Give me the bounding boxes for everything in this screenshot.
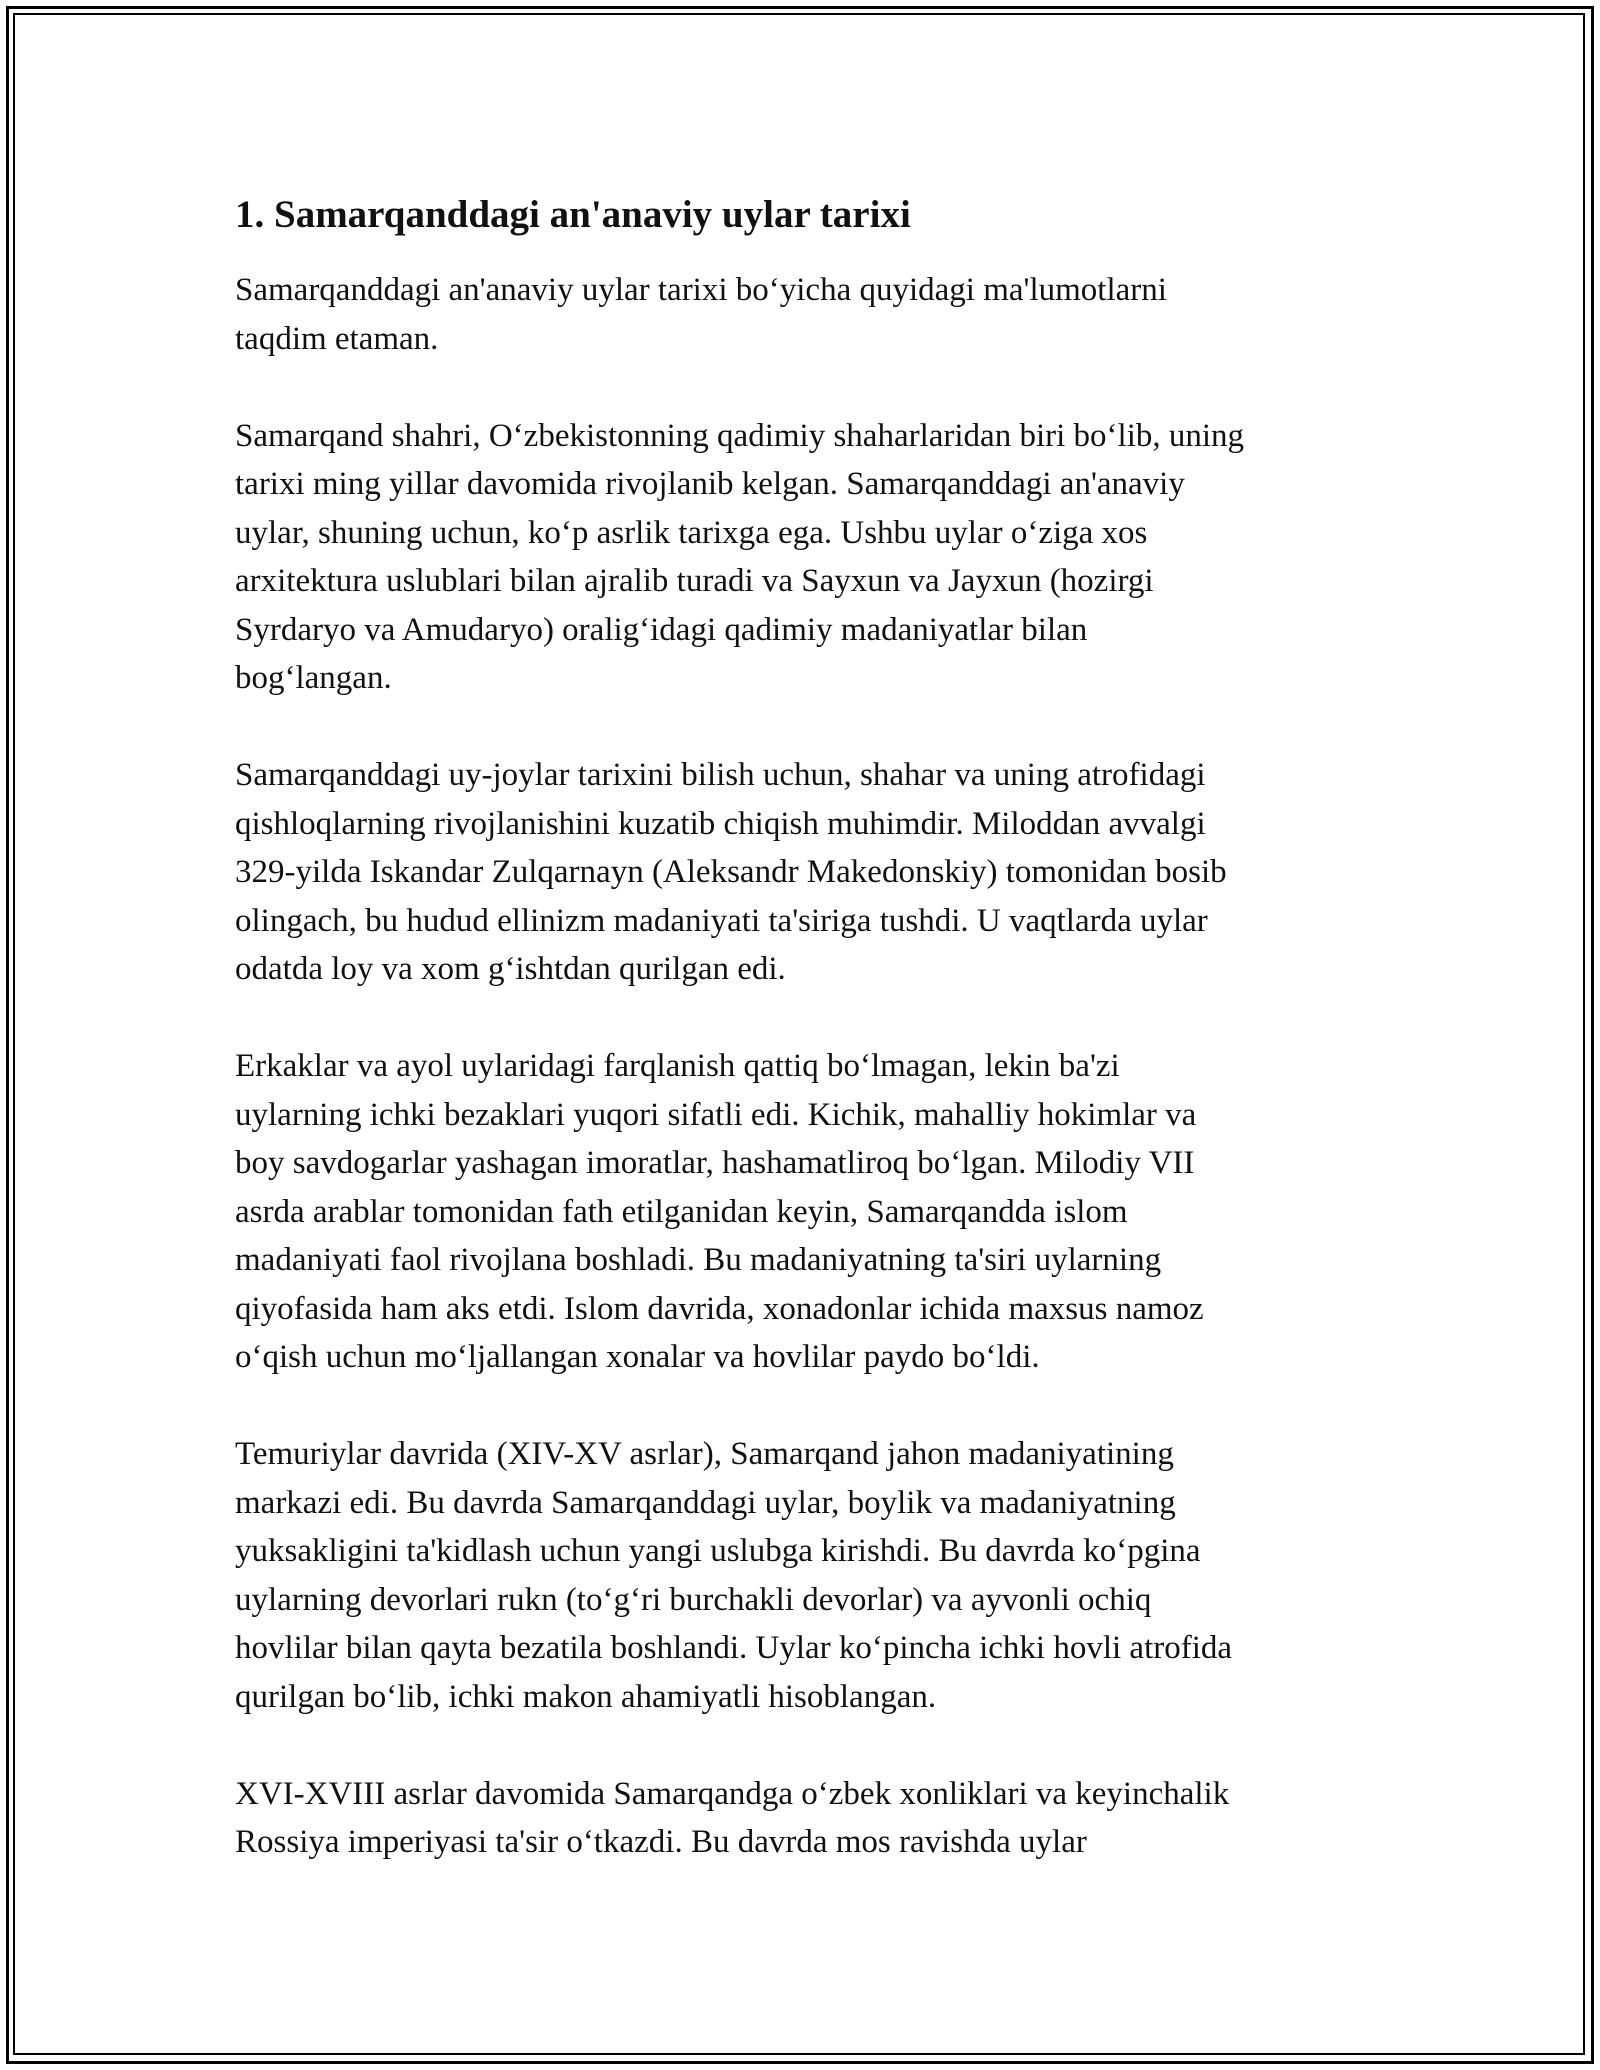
text-line: uylar, shuning uchun, ko‘p asrlik tarixga ega. Ushbu uylar o‘ziga xos [235,514,1148,551]
paragraph-later-period [235,1770,1365,1867]
text-line: Syrdaryo va Amudaryo) oralig‘idagi qadimiy madaniyatlar bilan [235,611,1088,648]
text-line: yuksakligini ta'kidlash uchun yangi uslubga kirishdi. Bu davrda ko‘pgina [235,1533,1201,1569]
text-line: Rossiya imperiyasi ta'sir o‘tkazdi. Bu davrda mos ravishda uylar [235,1824,1087,1860]
text-line: qurilgan bo‘lib, ichki makon ahamiyatli hisoblangan. [235,1678,937,1715]
paragraph-city-history [235,412,1365,703]
text-line: uylarning ichki bezaklari yuqori sifatli edi. Kichik, mahalliy hokimlar va [235,1096,1197,1133]
text-line: tarixi ming yillar davomida rivojlanib kelgan. Samarqanddagi an'anaviy [235,466,1185,502]
text-line: hovlilar bilan qayta bezatila boshlandi. Uylar ko‘pincha ichki hovli atrofida [235,1630,1233,1666]
text-line: asrda arablar tomonidan fath etilganidan keyin, Samarqandda islom [235,1193,1128,1230]
text-line: o‘qish uchun mo‘ljallangan xonalar va hovlilar paydo bo‘ldi. [235,1339,1040,1375]
paragraph-islamic-period [235,1042,1365,1382]
text-line: Samarqanddagi uy-joylar tarixini bilish uchun, shahar va uning atrofidagi [235,757,1206,793]
text-line: 329-yilda Iskandar Zulqarnayn (Aleksandr Makedonskiy) tomonidan bosib [235,854,1227,890]
text-line: qishloqlarning rivojlanishini kuzatib chiqish muhimdir. Miloddan avvalgi [235,805,1206,842]
text-line: madaniyati faol rivojlana boshladi. Bu madaniyatning ta'siri uylarning [235,1242,1162,1278]
text-line: Samarqanddagi an'anaviy uylar tarixi bo‘yicha quyidagi ma'lumotlarni [235,272,1167,308]
text-line: taqdim etaman. [235,320,439,357]
text-line: arxitektura uslublari bilan ajralib turadi va Sayxun va Jayxun (hozirgi [235,563,1154,599]
text-line: olingach, bu hudud ellinizm madaniyati ta'siriga tushdi. U vaqtlarda uylar [235,902,1208,939]
paragraph-intro [235,266,1365,363]
text-line: bog‘langan. [235,660,392,696]
document-body [235,186,1365,1915]
section-heading: 1. Samarqanddagi an'anaviy uylar tarixi [235,193,911,236]
paragraph-ancient-period [235,751,1365,994]
text-line: markazi edi. Bu davrda Samarqanddagi uylar, boylik va madaniyatning [235,1484,1176,1521]
text-line: qiyofasida ham aks etdi. Islom davrida, xonadonlar ichida maxsus namoz [235,1290,1204,1327]
text-line: Temuriylar davrida (XIV-XV asrlar), Samarqand jahon madaniyatining [235,1436,1174,1472]
text-line: odatda loy va xom g‘ishtdan qurilgan edi. [235,951,786,987]
paragraph-timurid-period [235,1430,1365,1721]
text-line: boy savdogarlar yashagan imoratlar, hashamatliroq bo‘lgan. Milodiy VII [235,1145,1195,1181]
text-line: Samarqand shahri, O‘zbekistonning qadimiy shaharlaridan biri bo‘lib, uning [235,417,1245,454]
text-line: uylarning devorlari rukn (to‘g‘ri burchakli devorlar) va ayvonli ochiq [235,1581,1152,1618]
text-line: XVI-XVIII asrlar davomida Samarqandga o‘zbek xonliklari va keyinchalik [235,1775,1230,1812]
text-line: Erkaklar va ayol uylaridagi farqlanish qattiq bo‘lmagan, lekin ba'zi [235,1048,1120,1084]
